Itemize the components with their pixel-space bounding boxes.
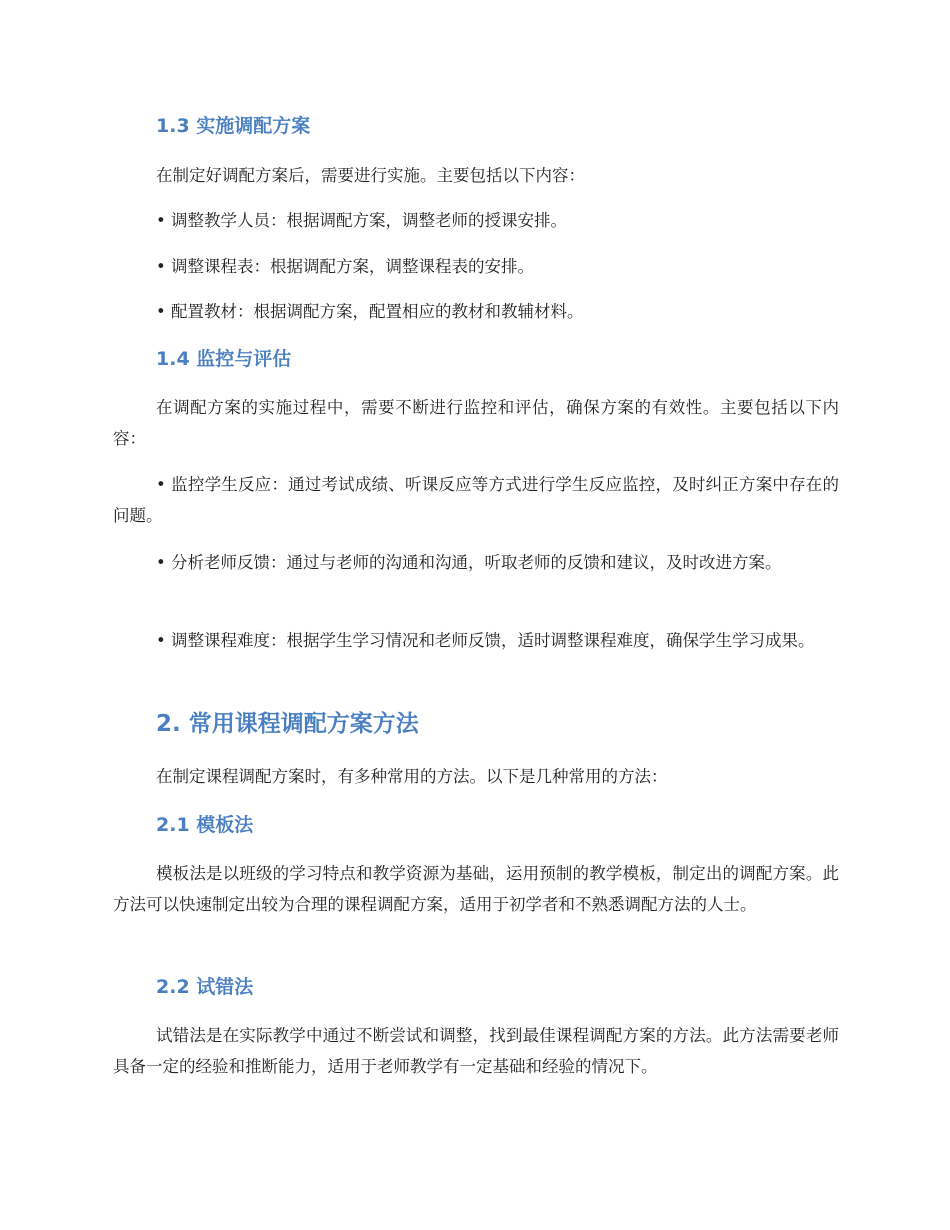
list-item-1-3-timetable: • 调整课程表：根据调配方案，调整课程表的安排。 — [156, 257, 534, 276]
section-heading-2: 2. 常用课程调配方案方法 — [156, 711, 419, 737]
paragraph-2-1-body: 模板法是以班级的学习特点和教学资源为基础，运用预制的教学模板，制定出的调配方案。此方法可以快速制定出较为合理的课程调配方案，适用于初学者和不熟悉调配方法的人士。 — [113, 864, 839, 914]
paragraph-2-intro: 在制定课程调配方案时，有多种常用的方法。以下是几种常用的方法： — [156, 767, 668, 786]
paragraph-1-4-intro: 在调配方案的实施过程中，需要不断进行监控和评估，确保方案的有效性。主要包括以下内容： — [113, 398, 839, 448]
section-heading-1-4: 1.4 监控与评估 — [156, 348, 292, 370]
section-heading-2-2: 2.2 试错法 — [156, 976, 254, 998]
paragraph-1-3-intro: 在制定好调配方案后，需要进行实施。主要包括以下内容： — [156, 166, 585, 185]
section-heading-2-1: 2.1 模板法 — [156, 814, 254, 836]
list-item-1-3-staff: • 调整教学人员：根据调配方案，调整老师的授课安排。 — [156, 211, 567, 230]
list-item-1-4-difficulty: • 调整课程难度：根据学生学习情况和老师反馈，适时调整课程难度，确保学生学习成果。 — [156, 631, 815, 650]
list-item-1-3-materials: • 配置教材：根据调配方案，配置相应的教材和教辅材料。 — [156, 302, 584, 321]
paragraph-2-2-body: 试错法是在实际教学中通过不断尝试和调整，找到最佳课程调配方案的方法。此方法需要老师具备一定的经验和推断能力，适用于老师教学有一定基础和经验的情况下。 — [113, 1026, 839, 1076]
list-item-1-4-monitor: • 监控学生反应：通过考试成绩、听课反应等方式进行学生反应监控，及时纠正方案中存在的问题。 — [113, 475, 839, 525]
section-heading-1-3: 1.3 实施调配方案 — [156, 115, 311, 137]
list-item-1-4-feedback: • 分析老师反馈：通过与老师的沟通和沟通，听取老师的反馈和建议，及时改进方案。 — [156, 553, 782, 572]
